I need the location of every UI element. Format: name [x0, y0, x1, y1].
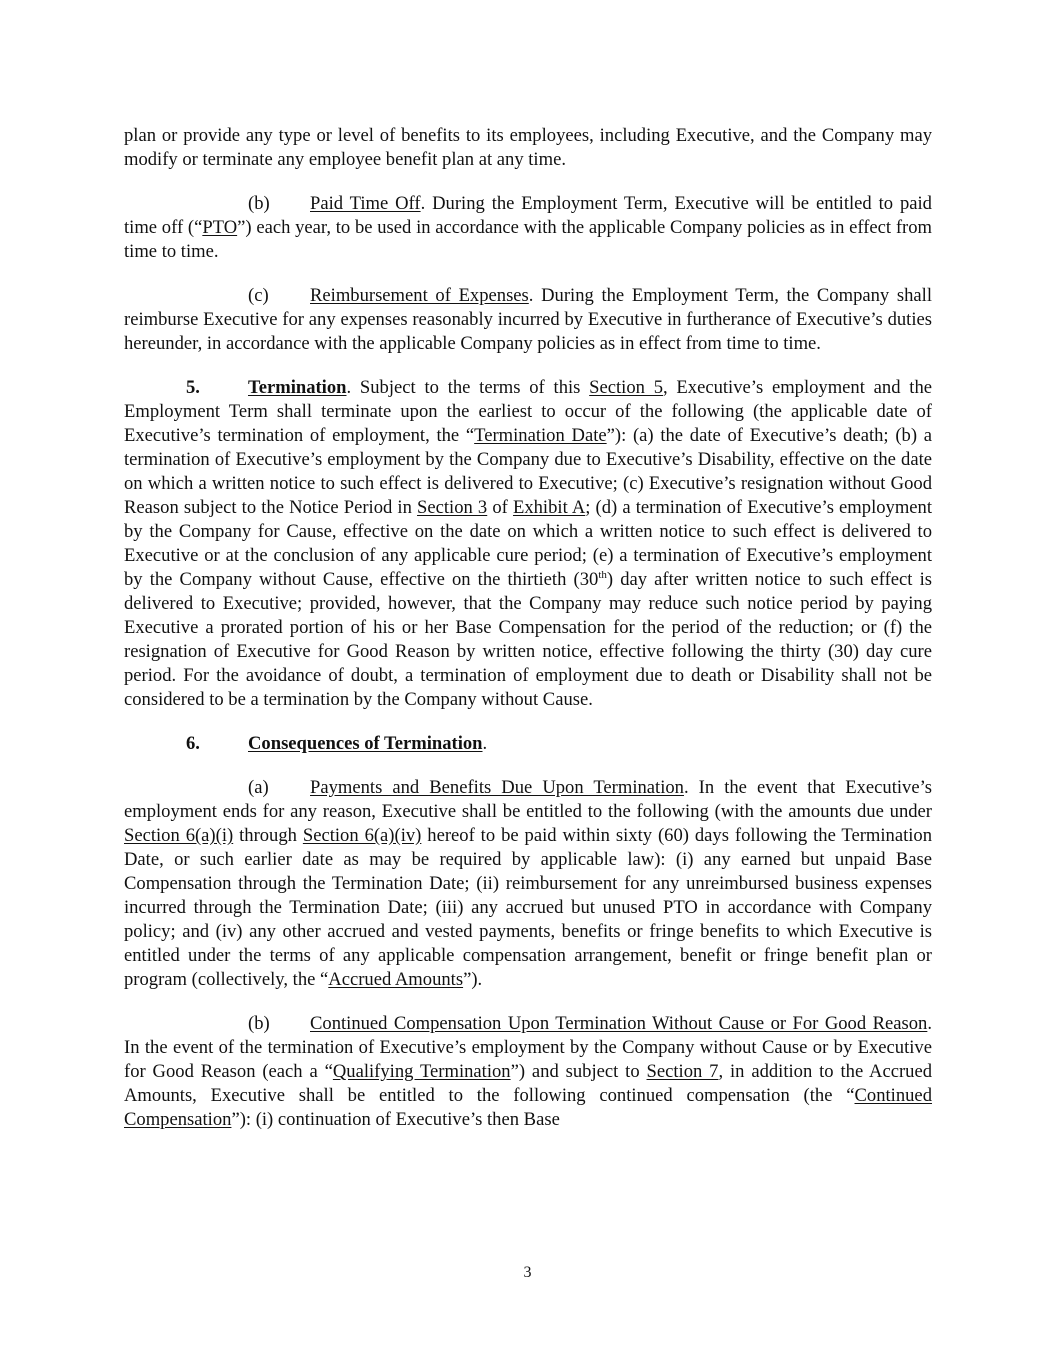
section-heading: Consequences of Termination — [248, 733, 483, 754]
defined-term: Paid Time Off — [310, 193, 421, 214]
defined-term: Section 7 — [646, 1061, 719, 1082]
defined-term: PTO — [202, 217, 238, 238]
paragraph-section-5-termination — [124, 376, 932, 712]
section-label: (b) — [248, 193, 270, 214]
paragraph-section-6a-payments — [124, 776, 932, 992]
body-text: . During the Employment Term, the Company shall reimburse Executive for any expenses reasonably incurred by Executive in furtherance of Executive’s duties hereunder, in accordance with the applicable Company policies as in effect from time to time. — [124, 285, 932, 354]
defined-term: Section 3 — [417, 497, 488, 518]
section-label: 5. — [186, 377, 200, 398]
section-label: (c) — [248, 285, 269, 306]
defined-term: Continued Compensation Upon Termination Without Cause or For Good Reason — [310, 1013, 928, 1034]
section-label: 6. — [186, 733, 200, 754]
defined-term: Exhibit A — [512, 497, 586, 518]
document-body — [124, 124, 932, 1132]
body-text: of — [487, 497, 513, 518]
paragraph-section-4c-reimbursement — [124, 284, 932, 356]
paragraph-section-6-consequences — [124, 732, 932, 756]
defined-term: Section 6(a)(i) — [124, 825, 234, 846]
paragraph-benefit-plan-continuation — [124, 124, 932, 172]
defined-term: Accrued Amounts — [328, 969, 464, 990]
body-text: . — [482, 733, 488, 754]
paragraph-section-6b-continued-compensation — [124, 1012, 932, 1132]
body-text: plan or provide any type or level of benefits to its employees, including Executive, and the Company may modify or terminate any employee benefit plan at any time. — [124, 125, 932, 170]
body-text: . During the Employment Term, Executive will be entitled to paid time off (“ — [124, 193, 932, 238]
body-text: through — [233, 825, 303, 846]
paragraph-section-4b-paid-time-off — [124, 192, 932, 264]
document-page — [124, 124, 932, 1152]
body-text: , Executive’s employment and the Employment Term shall terminate upon the earliest to occur of the following (the applicable date of Executive’s termination of employment, the “ — [124, 377, 933, 446]
defined-term: Section 5 — [589, 377, 664, 398]
body-text: , in addition to the Accrued Amounts, Executive shall be entitled to the following continued compensation (the “ — [124, 1061, 933, 1106]
body-text: ”): (a) the date of Executive’s death; (b) a termination of Executive’s employment by the Company due to Executive’s Disability, effective on the date on which a written notice to such effect is delivered to Executive; (c) Executive’s resignation without Good Reason subject to the Notice Period in — [124, 425, 932, 518]
section-label: (a) — [248, 777, 269, 798]
body-text: ”) each year, to be used in accordance with the applicable Company policies as in effect from time to time. — [124, 217, 932, 262]
section-label: (b) — [248, 1013, 270, 1034]
body-text: . Subject to the terms of this — [346, 377, 590, 398]
defined-term: Reimbursement of Expenses — [310, 285, 529, 306]
defined-term: Continued Compensation — [124, 1085, 932, 1130]
body-text: ”). — [463, 969, 483, 990]
superscript: th — [598, 568, 607, 581]
body-text: . In the event that Executive’s employment ends for any reason, Executive shall be entitled to the following (with the amounts due under — [124, 777, 932, 822]
body-text: ) day after written notice to such effect is delivered to Executive; provided, however, that the Company may reduce such notice period by paying Executive a prorated portion of his or her Base Compensation for the period of the reduction; or (f) the resignation of Executive for Good Reason by written notice, effective following the thirty (30) day cure period. For the avoidance of doubt, a termination of employment due to death or Disability shall not be considered to be a termination by the Company without Cause. — [124, 569, 932, 710]
body-text: ; (d) a termination of Executive’s employment by the Company for Cause, effective on the date on which a written notice to such effect is delivered to Executive or at the conclusion of any applicable cure period; (e) a termination of Executive’s employment by the Company without Cause, effective on the thirtieth (30 — [124, 497, 933, 590]
body-text: ”): (i) continuation of Executive’s then Base — [231, 1109, 560, 1130]
defined-term: Termination Date — [474, 425, 607, 446]
defined-term: Section 6(a)(iv) — [302, 825, 422, 846]
page-number: 3 — [523, 1264, 532, 1281]
defined-term: Qualifying Termination — [332, 1061, 511, 1082]
section-heading: Termination — [248, 377, 347, 398]
body-text: . In the event of the termination of Executive’s employment by the Company without Cause or by Executive for Good Reason (each a “ — [124, 1013, 932, 1082]
body-text: ”) and subject to — [510, 1061, 647, 1082]
body-text: hereof to be paid within sixty (60) days following the Termination Date, or such earlier date as may be required by applicable law): (i) any earned but unpaid Base Compensation through the Termination Date; (ii) reimbursement for any unreimbursed business expenses incurred through the Termination Date; (iii) any accrued but unused PTO in accordance with Company policy; and (iv) any other accrued and vested payments, benefits or fringe benefits to which Executive is entitled under the terms of any applicable compensation arrangement, benefit or fringe benefit plan or program (collectively, the “ — [124, 825, 933, 990]
defined-term: Payments and Benefits Due Upon Termination — [310, 777, 684, 798]
